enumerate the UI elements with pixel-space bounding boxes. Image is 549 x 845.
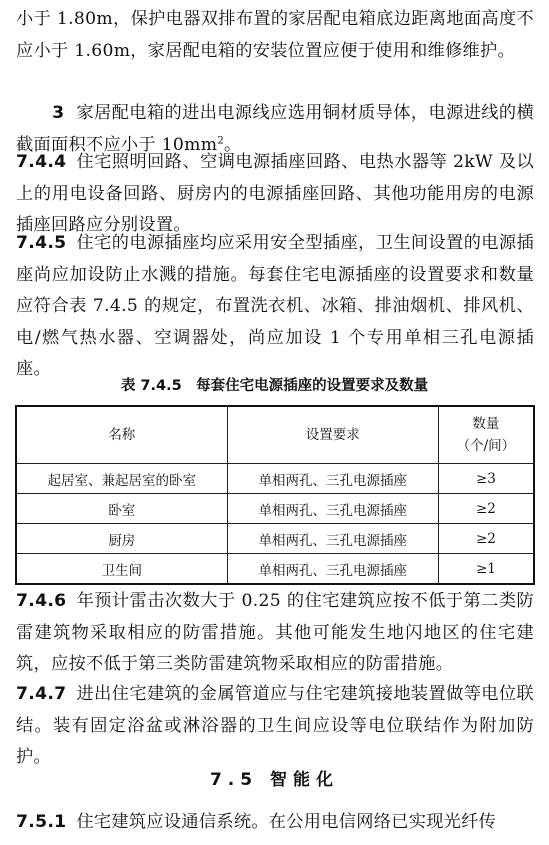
cell-requirement: 单相两孔、三孔电源插座: [227, 554, 438, 585]
clause-7-4-6: [16, 586, 534, 681]
table-row: [16, 554, 534, 585]
clause-number: 7.5.1: [16, 812, 67, 832]
item-number: 3: [52, 103, 65, 123]
clause-text: 住宅的电源插座均应采用安全型插座，卫生间设置的电源插座尚应加设防止水溅的措施。每套住宅电源插座的设置要求和数量应符合表 7.4.5 的规定，布置洗衣机、冰箱、排油烟机、排风机、电/燃气热水器、空调器处，尚应加设 1 个专用单相三孔电源插座。: [16, 233, 534, 379]
clause-number: 7.4.7: [16, 684, 67, 704]
table-title: 表 7.4.5 每套住宅电源插座的设置要求及数量: [120, 378, 429, 394]
cell-requirement: 单相两孔、三孔电源插座: [227, 494, 438, 524]
clause-7-4-7: [16, 679, 534, 774]
cell-quantity: ≥2: [438, 494, 534, 524]
clause-number: 7.4.5: [16, 233, 67, 253]
clause-7-5-1: [16, 807, 534, 839]
table-row: [16, 494, 534, 524]
clause-text: 年预计雷击次数大于 0.25 的住宅建筑应按不低于第二类防雷建筑物采取相应的防雷措施。其他可能发生地闪地区的住宅建筑，应按不低于第三类防雷建筑物采取相应的防雷措施。: [16, 591, 534, 674]
table-header-row: [16, 406, 534, 464]
header-name: 名称: [16, 406, 227, 464]
paragraph-continuation: 小于 1.80m，保护电器双排布置的家居配电箱底边距离地面高度不应小于 1.60m，家居配电箱的安装位置应便于使用和维修维护。: [16, 9, 534, 61]
cell-quantity: ≥2: [438, 524, 534, 554]
cell-quantity: ≥3: [438, 464, 534, 494]
clause-number: 7.4.6: [16, 591, 67, 611]
header-requirement: 设置要求: [227, 406, 438, 464]
clause-number: 7.4.4: [16, 152, 67, 172]
cell-requirement: 单相两孔、三孔电源插座: [227, 464, 438, 494]
cell-quantity: ≥1: [438, 554, 534, 585]
clause-text: 住宅建筑应设通信系统。在公用电信网络已实现光纤传: [76, 812, 497, 832]
section-heading: 7.5 智能化: [209, 770, 340, 790]
cell-name: 起居室、兼起居室的卧室: [16, 464, 227, 494]
socket-requirements-table: [15, 405, 535, 585]
clause-7-4-5: [16, 228, 534, 386]
clause-text: 进出住宅建筑的金属管道应与住宅建筑接地装置做等电位联结。装有固定浴盆或淋浴器的卫生间应设等电位联结作为附加防护。: [16, 684, 534, 767]
header-quantity: 数量 （个/间）: [438, 406, 534, 464]
paragraph-item-3: 3 家居配电箱的进出电源线应选用铜材质导体，电源进线的横截面面积不应小于 $10mm^2$。: [16, 103, 534, 155]
table-row: [16, 524, 534, 554]
superscript: 2: [217, 134, 225, 146]
clause-text: 住宅照明回路、空调电源插座回路、电热水器等 2kW 及以上的用电设备回路、厨房内的电源插座回路、其他功能用房的电源插座回路应分别设置。: [16, 152, 534, 235]
table-row: [16, 464, 534, 494]
cell-name: 厨房: [16, 524, 227, 554]
cell-name: 卧室: [16, 494, 227, 524]
cell-requirement: 单相两孔、三孔电源插座: [227, 524, 438, 554]
cell-name: 卫生间: [16, 554, 227, 585]
